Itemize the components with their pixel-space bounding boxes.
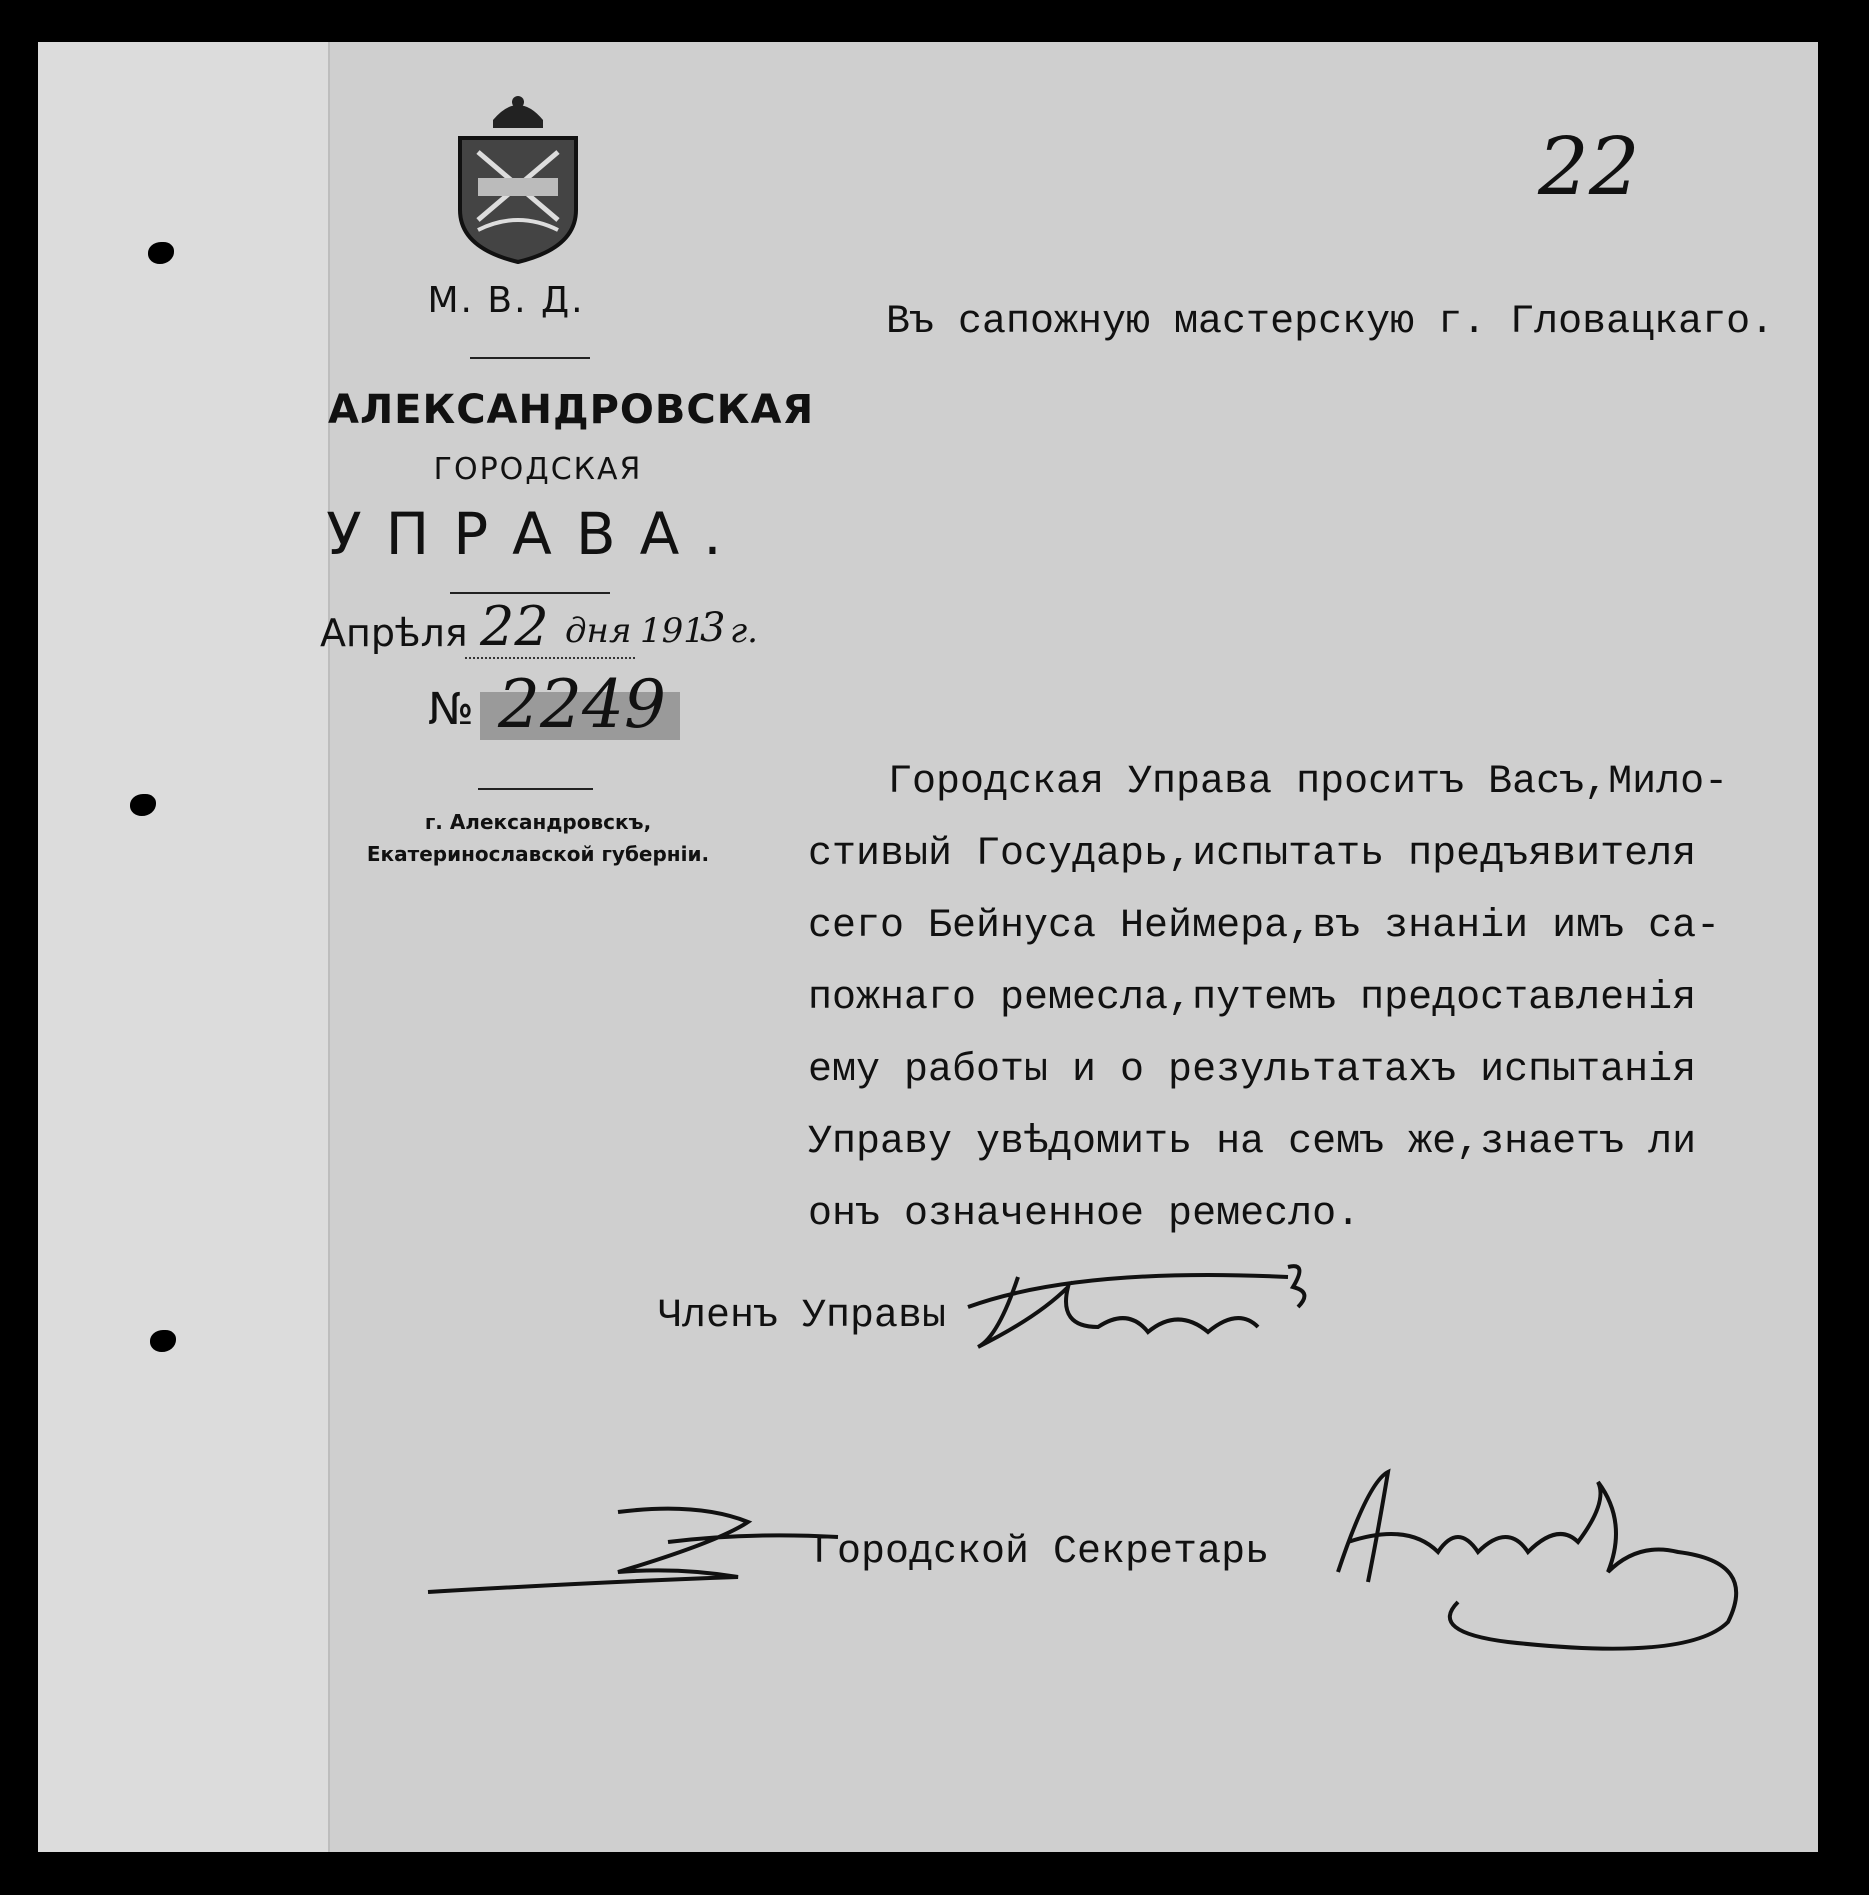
- date-year-prefix: 191: [640, 611, 705, 651]
- org-name-line2: ГОРОДСКАЯ: [433, 452, 643, 487]
- binding-margin: [38, 42, 330, 1852]
- page-number: 22: [1538, 120, 1640, 213]
- date-day: 22: [480, 595, 549, 658]
- member-label: Членъ Управы: [658, 1294, 947, 1339]
- divider: [450, 592, 610, 594]
- body-line: стивый Государь,испытать предъявителя: [808, 832, 1697, 877]
- body-line: сего Бейнуса Неймера,въ знаніи имъ са-: [808, 904, 1721, 949]
- date-line: [320, 595, 800, 667]
- date-year-suffix: 3: [700, 605, 726, 651]
- coat-of-arms-icon: [448, 90, 588, 265]
- number-line: [428, 666, 728, 754]
- divider: [478, 788, 593, 790]
- body-line: Городская Управа проситъ Васъ,Мило-: [888, 760, 1729, 805]
- body-line: онъ означенное ремесло.: [808, 1192, 1361, 1237]
- number-sign: №: [428, 684, 474, 735]
- date-dnya: дня: [565, 611, 632, 651]
- body-line: ему работы и о результатахъ испытанія: [808, 1048, 1697, 1093]
- addressee: Въ сапожную мастерскую г. Гловацкаго.: [886, 300, 1775, 345]
- body-line: Управу увѣдомить на семъ же,знаетъ ли: [808, 1120, 1697, 1165]
- province-label: Екатеринославской губерніи.: [366, 842, 710, 866]
- date-month: Апрѣля: [320, 611, 468, 655]
- document-sheet: [38, 42, 1818, 1852]
- org-name-line3: УПРАВА.: [326, 500, 746, 568]
- secretary-label: Городской Секретарь: [813, 1530, 1270, 1575]
- org-name-line1: АЛЕКСАНДРОВСКАЯ: [328, 387, 815, 433]
- ministry-label: М. В. Д.: [427, 280, 585, 321]
- body-line: пожнаго ремесла,путемъ предоставленія: [808, 976, 1697, 1021]
- secretary-signature-icon: [1308, 1462, 1778, 1662]
- letter-body: [808, 760, 1808, 1280]
- divider: [470, 357, 590, 359]
- left-signature-icon: [418, 1482, 858, 1602]
- member-signature-icon: [958, 1247, 1378, 1367]
- city-label: г. Александровскъ,: [424, 810, 652, 834]
- date-g: г.: [730, 611, 758, 651]
- number-value: 2249: [498, 666, 666, 743]
